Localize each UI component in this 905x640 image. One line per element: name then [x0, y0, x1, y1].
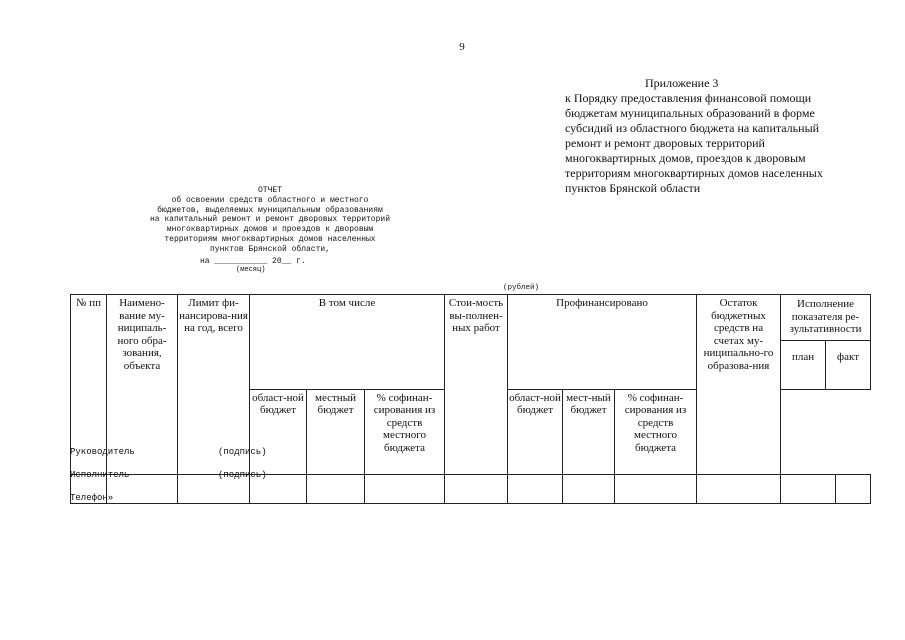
header-plan: план [781, 341, 826, 389]
header-limit: Лимит фи-нансирова-ния на год, всего [178, 295, 250, 475]
month-label: (месяц) [236, 266, 266, 274]
report-title-line: территориям многоквартирных домов населенных [164, 234, 376, 244]
signature-caption: (подпись) [218, 447, 267, 457]
report-title: ОТЧЕТ [257, 186, 282, 195]
header-cost: Стои-мость вы-полнен-ных работ [445, 295, 508, 475]
table-cell[interactable] [615, 474, 697, 503]
table-cell[interactable] [563, 474, 615, 503]
header-name: Наимено-вание му-ниципаль-ного обра-зования, объекта [107, 295, 178, 475]
header-incl-regional: област-ной бюджет [250, 389, 307, 474]
signature-role: Исполнитель [70, 470, 130, 480]
appendix-line: многоквартирных домов, проездов к дворовым [565, 151, 806, 165]
header-balance: Остаток бюджетных средств на счетах му-ниципально-го образова-ния [697, 295, 781, 475]
appendix-line: территориям многоквартирных домов населенных [565, 166, 823, 180]
table-cell[interactable] [365, 474, 445, 503]
header-incl-local: местный бюджет [307, 389, 365, 474]
appendix-line: пунктов Брянской области [565, 181, 701, 195]
table-row [71, 474, 871, 503]
appendix-line: субсидий из областного бюджета на капитальный [565, 121, 820, 135]
header-fin-regional: област-ной бюджет [508, 389, 563, 474]
header-fact: факт [837, 350, 860, 363]
table-cell[interactable] [836, 474, 871, 503]
appendix-block [565, 76, 875, 196]
report-title-line: многоквартирных домов и проездов к дворовым [166, 225, 374, 235]
report-date-line: на ___________ 20__ г. [200, 257, 306, 266]
header-num: № пп [71, 295, 107, 475]
appendix-line: ремонт и ремонт дворовых территорий [565, 136, 765, 150]
report-title-line: бюджетов, выделяемых муниципальным образованиям [157, 205, 383, 215]
units-label: (рублей) [503, 284, 540, 292]
header-including: В том числе [250, 295, 445, 390]
appendix-line: к Порядку предоставления финансовой помощи [565, 91, 812, 105]
signature-caption: (подпись) [218, 470, 267, 480]
header-fin-local: мест-ный бюджет [563, 389, 615, 474]
report-title-block [120, 186, 420, 255]
table-cell[interactable] [445, 474, 508, 503]
appendix-title: Приложение 3 [645, 76, 719, 90]
header-financed: Профинансировано [508, 295, 697, 390]
report-table [70, 294, 871, 504]
header-fin-cofin: % софинан-сирования из средств местного бюджета [615, 389, 697, 474]
report-title-line: об освоении средств областного и местного [171, 195, 369, 205]
table-cell[interactable] [307, 474, 365, 503]
header-incl-cofin: % софинан-сирования из средств местного бюджета [365, 389, 445, 474]
table-cell[interactable] [697, 474, 781, 503]
table-cell[interactable] [781, 474, 836, 503]
report-title-line: пунктов Брянской области, [209, 244, 331, 254]
header-execution-label: Исполнение показателя ре-зультативности [781, 295, 870, 341]
header-execution [781, 295, 871, 390]
phone-label: Телефон» [70, 493, 114, 503]
report-title-line: на капитальный ремонт и ремонт дворовых территорий [149, 215, 391, 225]
page-number: 9 [459, 41, 465, 53]
table-cell[interactable] [508, 474, 563, 503]
appendix-line: бюджетам муниципальных образований в форме [565, 106, 815, 120]
signature-role: Руководитель [70, 447, 135, 457]
header-execution-subcells [781, 341, 870, 389]
